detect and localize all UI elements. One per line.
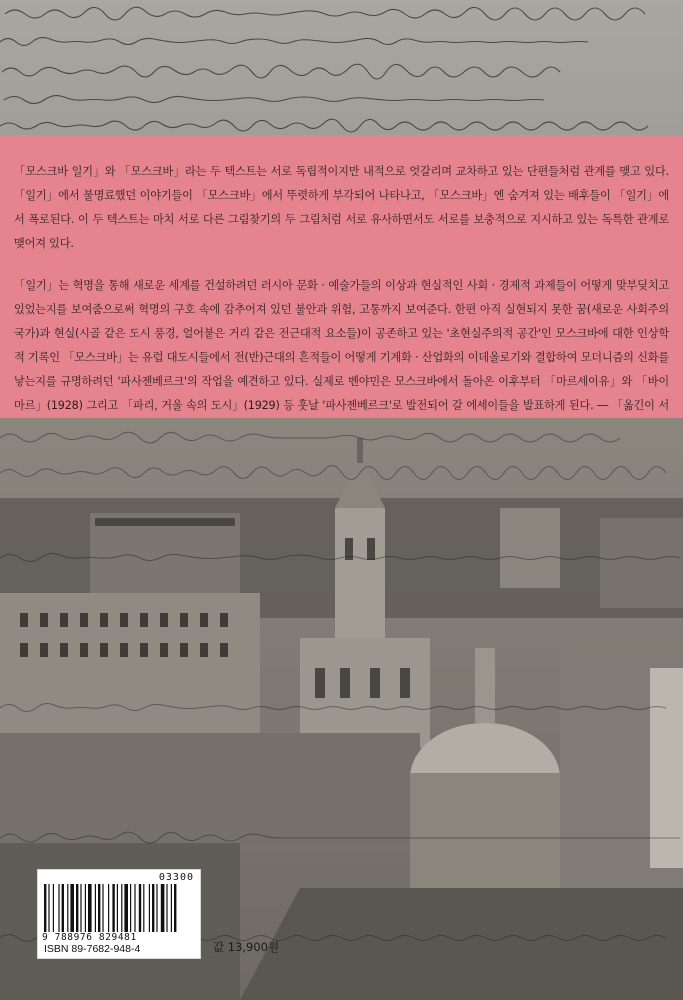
handwriting-scribbles [0, 0, 683, 135]
barcode-bars [44, 884, 194, 932]
isbn-number: ISBN 89-7682-948-4 [44, 943, 141, 955]
handwritten-manuscript-background [0, 0, 683, 135]
blurb-paragraph-1: 「모스크바 일기」와 「모스크바」라는 두 텍스트는 서로 독립적이지만 내적으로 엇갈리며 교차하고 있는 단편들처럼 관계를 맺고 있다. 「일기」에서 불명료했던 이야기들이 「모스크바」에서 뚜렷하게 부각되어 나타나고, 「모스크바」엔 숨겨져 있는 배후들이 「일기」에서 폭로된다. 이 두 텍스트는 마치 서로 다른 그림찾기의 두 그림처럼 서로 유사하면서도 서로를 보충적으로 지시하고 있는 독특한 관계로 맺어져 있다. [14, 165, 669, 251]
book-price: 값 13,900원 [213, 940, 280, 954]
barcode-digits: 9 788976 829481 [42, 932, 137, 943]
blurb-paragraph-2: 「일기」는 혁명을 통해 새로운 세계를 건설하려던 러시아 문화 · 예술가들의 이상과 현실적인 사회 · 경제적 과제들이 어떻게 맞부딪치고 있었는지를 보여줌으로써 혁명의 구호 속에 감추어져 있던 불안과 위험, 고통까지 보여준다. 한편 아직 실현되지 못한 꿈(새로운 사회주의 국가)과 현실(시골 같은 도시 풍경, 얼어붙은 거리 같은 전근대적 요소들)이 공존하고 있는 '초현실주의적 공간'인 모스크바에 대한 인상학적 기록인 「모스크바」는 유럽 대도시들에서 전(반)근대의 흔적들이 어떻게 기계화 · 산업화의 이데올로기와 결합하여 모더니즘의 신화를 낳는지를 규명하려던 '파사젠베르크'의 작업을 예견하고 있다. 실제로 벤야민은 모스크바에서 돌아온 이후부터 「마르세이유」와 「바이마르」(1928) 그리고 「파리, 거울 속의 도시」(1929) 등 훗날 '파사젠베르크'로 발전되어 갈 에세이들을 발표하게 된다. ― 「옮긴이 서 [14, 279, 669, 413]
barcode-price-code: 03300 [158, 872, 194, 883]
isbn-barcode [37, 869, 201, 959]
